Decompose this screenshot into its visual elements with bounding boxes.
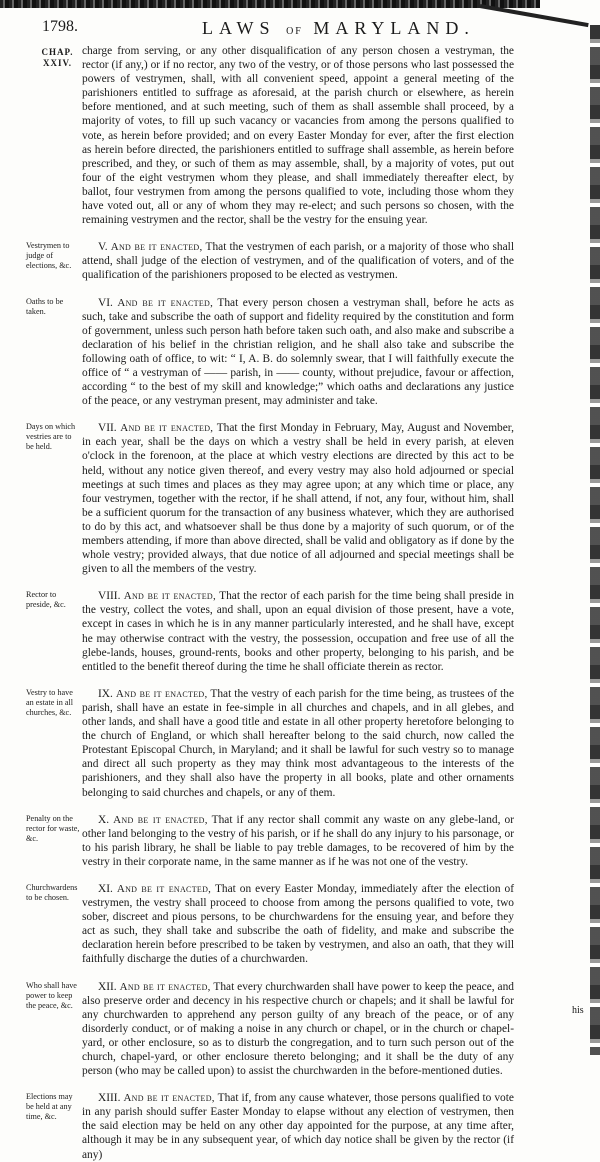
page-year: 1798. xyxy=(42,18,78,35)
enacting-clause: And be it enacted, xyxy=(110,241,203,254)
catchword: his xyxy=(572,1005,584,1016)
section-body: That on every Easter Monday, immediately after the election of vestrymen, the vestry shall proceed to choose from among the persons qualified to vote, two sober, discreet and pious persons, to be churchwardens for the ensuing year, and before they act as such, they shall take and subscribe the oath of fidelity, and make and subscribe the declaration herein before prescribed to be taken by vestrymen, and also an oath, that they will faithfully discharge the duties of a churchwarden. xyxy=(82,882,514,966)
law-section xyxy=(26,240,514,282)
margin-note: Oaths to be taken. xyxy=(26,296,64,316)
enacting-clause: And be it enacted, xyxy=(116,882,212,895)
law-section xyxy=(26,813,514,869)
section-text xyxy=(82,882,514,967)
enacting-clause: And be it enacted, xyxy=(123,1092,215,1105)
section-number: XIII. xyxy=(98,1092,121,1105)
section-text xyxy=(82,980,514,1079)
running-header xyxy=(42,18,582,42)
section-body: That the vestry of each parish for the time being, as trustees of the parish, shall have an estate in fee-simple in all churches and chapels, and in all glebes, and other lands, and shall have a good title and estate in all other property heretofore belonging to the church of England, or which shall hereafter belong to the said church, now called the Protestant Episcopal Church, in Maryland; and it shall be lawful for such vestry so to manage and direct all such property as they may think most advantageous to the interests of the parishioners, and they shall also have the property in all books, plate and other ornaments belonging to said churches and chapels, or any of them. xyxy=(82,687,514,799)
enacting-clause: And be it enacted, xyxy=(120,422,214,435)
section-body: That if, from any cause whatever, those persons qualified to vote in any parish should suffer Easter Monday to elapse without any election of vestrymen, then the said election may be held on any other day appointed for the purpose, at any time after, although it may be in any subsequent year, of which day notice shall be given by the rector (if any) xyxy=(82,1092,514,1161)
law-section xyxy=(26,421,514,576)
section-number: VIII. xyxy=(98,590,121,603)
section-body: That every churchwarden shall have power to keep the peace, and also preserve order and decency in his respective church or chapels; and it shall be lawful for any churchwarden to apprehend any person guilty of any breach of the peace, or of any disorderly conduct, or of making a noise in any church or chapel, or in the church or chapel-yard, or other enclosure, so as to disturb the congregation, and to turn such person out of the church, chapel-yard, or other enclosure thereto belonging; and it shall be the duty of any person (who may be called upon) to assist the churchwarden in the before-mentioned duties. xyxy=(82,980,514,1078)
section-text xyxy=(82,296,514,409)
law-section xyxy=(26,980,514,1079)
enacting-clause: And be it enacted, xyxy=(123,590,217,603)
section-number: V. xyxy=(98,241,108,254)
section-body: That the first Monday in February, May, August and November, in each year, shall be the days on which a vestry shall be held in every parish, at eleven o'clock in the forenoon, at the place at which vestry elections are directed by this act to be held, without any notice given thereof, and every vestry may also hold adjourned or special meetings at such times and places as they may agree upon; at any which time or place, any four vestrymen, together with the rector, if he shall attend, if not, any four, without him, shall be a sufficient quorum for the transaction of any business whatever, which they are authorised to do by this act, and whatsoever shall be thus done by a majority of such quorum, or of the members attending, if more than above directed, shall be valid and obligatory as if done by the whole vestry; provided always, that due notice of all adjourned and special meetings shall be given to all the members of the vestry. xyxy=(82,422,514,576)
section-text xyxy=(82,687,514,800)
opening-paragraph: charge from serving, or any other disqualification of any person chosen a vestryman, the rector (if any,) or if no rector, any two of the vestry, or of those persons who last possessed the powers of vestrymen, shall, with all convenient speed, appoint a general meeting of the parishioners entitled to suffrage as aforesaid, at the parish church or elsewhere, as herein before mentioned, and at such meeting, such of them as shall assemble shall proceed, by a majority of votes, to fill up such vacancy or vacancies from among the persons qualified to vote, as herein before provided; and on every Easter Monday for ever, after the first election as herein before directed, the parishioners entitled to suffrage shall assemble, as herein before prescribed, and they, or such of them as may assemble, shall, by a majority of votes, put out four of the eight vestrymen whom they please, and shall immediately thereafter elect, by ballot, four vestrymen from among the persons qualified to vote, including those whom they have voted out, all or any of whom they may re-elect; and such persons so chosen, with the remaining vestrymen and the rector, shall be the vestry for the ensuing year. xyxy=(82,45,514,227)
law-section xyxy=(26,687,514,800)
enacting-clause: And be it enacted, xyxy=(113,813,208,826)
section-text xyxy=(82,1091,514,1161)
title-of: OF xyxy=(286,26,303,37)
section-number: X. xyxy=(98,813,110,826)
section-text xyxy=(82,421,514,576)
section-text xyxy=(82,240,514,282)
section-text xyxy=(82,813,514,869)
section-number: VII. xyxy=(98,422,117,435)
section-body: That every person chosen a vestryman shall, before he acts as such, take and subscribe the oath of support and fidelity required by the constitution and form of government, unless such person hath before taken such oath, and also make and subscribe a declaration of his belief in the christian religion, and he shall also take and subscribe the following oath of office, to wit: “ I, A. B. do solemnly swear, that I will faithfully execute the office of “ a vestryman of —— parish, in —— county, without prejudice, favour or affection, according “ to the best of my skill and knowledge;” which oaths and declarations any justice of the peace, or any vestryman present, may administer and take. xyxy=(82,296,514,408)
law-section xyxy=(26,1091,514,1161)
margin-note: Rector to preside, &c. xyxy=(26,590,66,610)
margin-note: Penalty on the rector for waste, &c. xyxy=(26,813,80,843)
chapter-label-text: CHAP. xyxy=(41,47,74,57)
margin-note: Churchwardens to be chosen. xyxy=(26,882,78,902)
page-title xyxy=(202,18,475,39)
margin-note: Elections may be held at any time, &c. xyxy=(26,1092,73,1122)
section-number: IX. xyxy=(98,687,113,700)
margin-note: Vestry to have an estate in all churches, &c. xyxy=(26,687,74,717)
enacting-clause: And be it enacted, xyxy=(119,980,211,993)
enacting-clause: And be it enacted, xyxy=(115,687,208,700)
margin-note: Days on which vestries are to be held. xyxy=(26,422,76,452)
title-laws: LAWS xyxy=(202,18,276,38)
law-section xyxy=(26,589,514,674)
section-body: That the vestrymen of each parish, or a majority of those who shall attend, shall judge of the election of vestrymen, and of the qualification of voters, and of the qualification of the parishioners proposed to be elected as vestrymen. xyxy=(82,241,514,282)
title-maryland: MARYLAND. xyxy=(313,18,475,38)
margin-note: Who shall have power to keep the peace, &c. xyxy=(26,980,77,1010)
section-body: That if any rector shall commit any waste on any glebe-land, or other land belonging to the vestry of his parish, or if he shall do any injury to his parsonage, or to his parish library, he shall be liable to pay treble damages, to be recovered of him by the vestry in their corporate name, in the same manner as if he was not one of the vestry. xyxy=(82,813,514,868)
page-top-edge xyxy=(0,0,540,8)
section-body: That the rector of each parish for the time being shall preside in the vestry, collect the votes, and shall, upon an equal division of those present, have a vote, except in cases in which he is in any manner particularly interested, and he shall have, except he may otherwise contract with the vestry, the possession, occupation and free use of all the glebe-lands, houses, ground-rents, books and other property, belonging to his parish, and be entitled to the benefit thereof during the time he shall officiate therein as rector. xyxy=(82,590,514,673)
section-number: XI. xyxy=(98,882,113,895)
section-number: XII. xyxy=(98,980,117,993)
chapter-label xyxy=(30,47,85,69)
law-section xyxy=(26,296,514,409)
law-section xyxy=(26,882,514,967)
section-number: VI. xyxy=(98,296,113,309)
facing-page-edge xyxy=(590,25,600,1055)
enacting-clause: And be it enacted, xyxy=(117,296,214,309)
chapter-number: XXIV. xyxy=(42,58,73,68)
section-text xyxy=(82,589,514,674)
margin-note: Vestrymen to judge of elections, &c. xyxy=(26,241,72,271)
